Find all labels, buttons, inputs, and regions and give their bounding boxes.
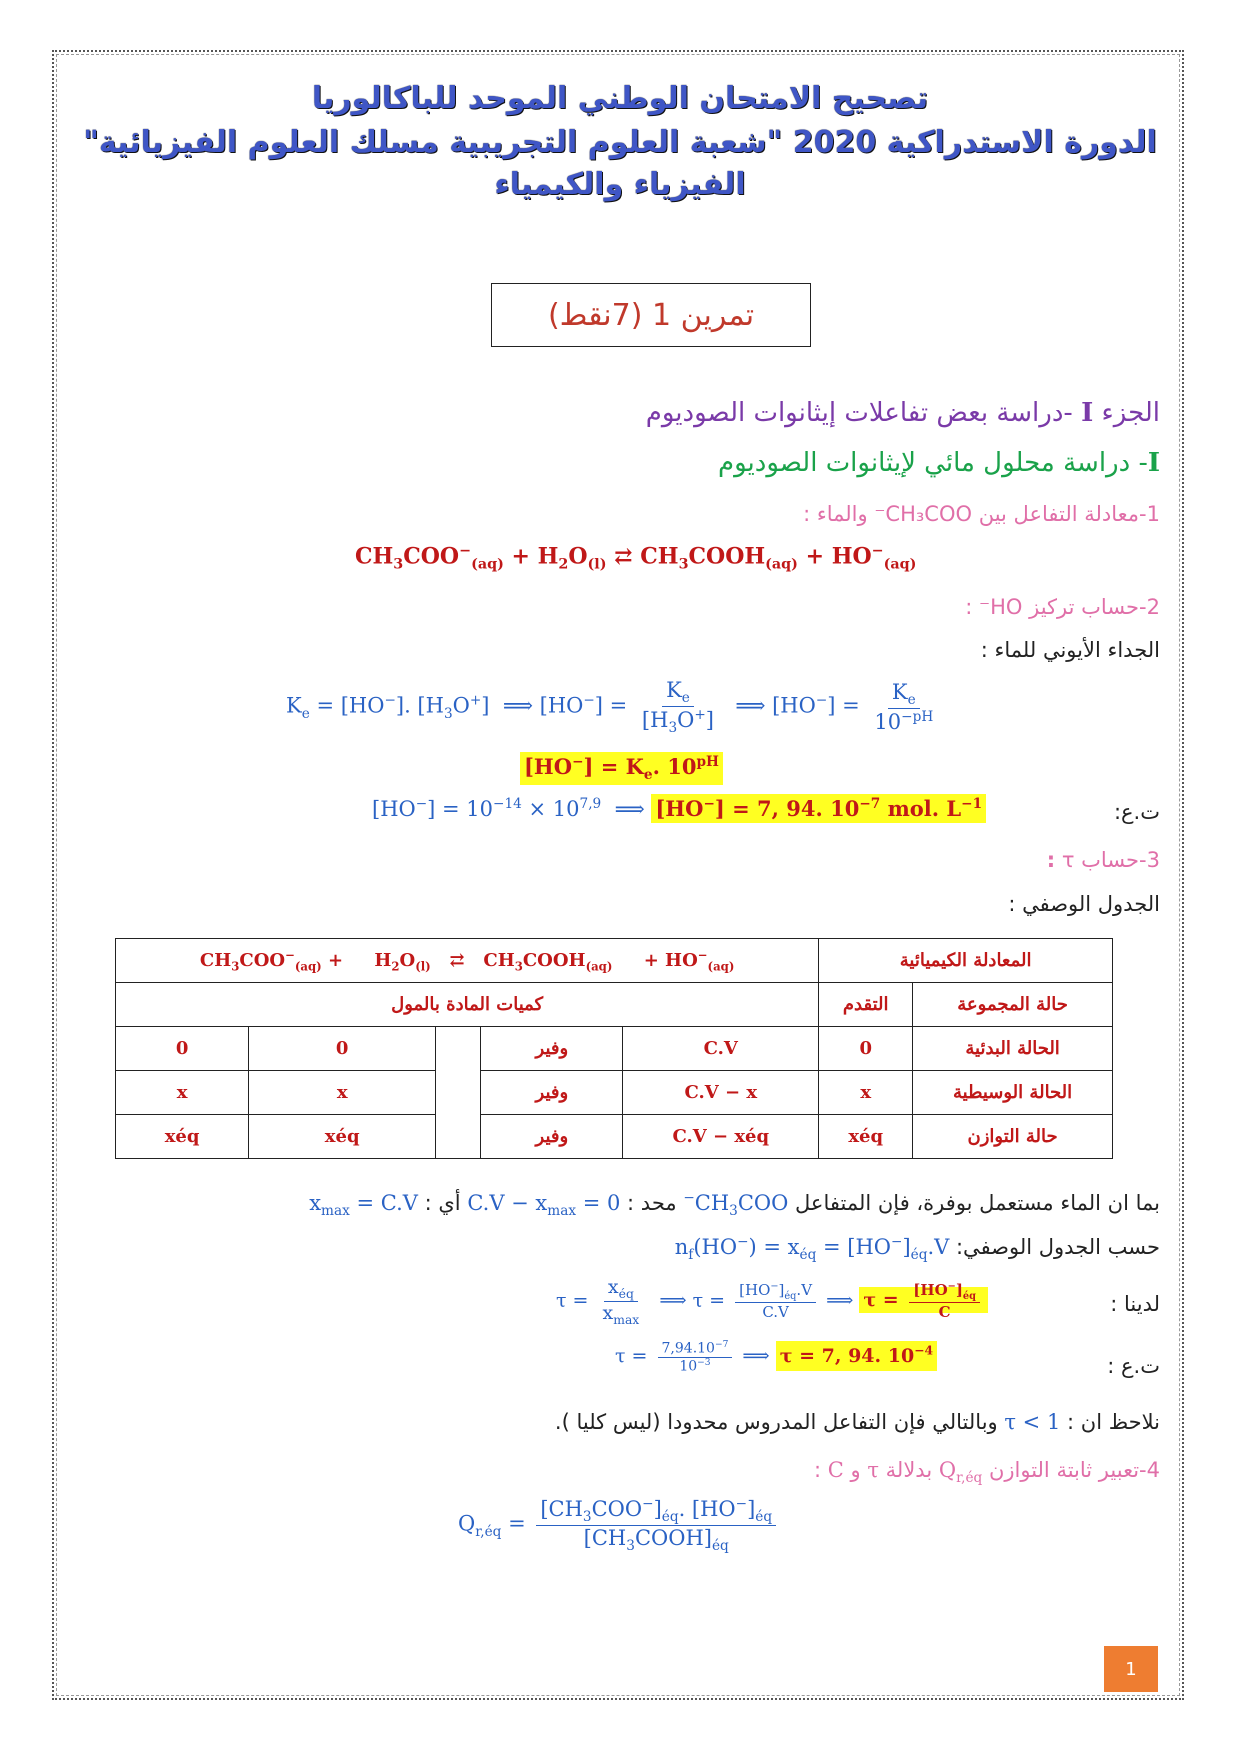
amount-cell: x [116, 1071, 249, 1115]
table-row [116, 1027, 1113, 1071]
advance-cell: xéq [819, 1115, 913, 1159]
ho-numeric: $[HO^-] = 10^{-14} \times 10^{7,9}$ ⟹ [HO−] = 7, 94. $10^{-7}$ mol. $L^{-1}$ [372, 796, 986, 821]
limiting-reagent-line: بما ان الماء مستعمل بوفرة، فإن المتفاعل $CH_3COO^-$ محد : $C.V - x_{max} = 0$ أي : $x_{max} = C.V$ [309, 1190, 1160, 1220]
amount-cell: C.V − xéq [623, 1115, 819, 1159]
amounts-header: كميات المادة بالمول [116, 983, 819, 1027]
water-cell: وفير [481, 1115, 623, 1159]
amount-cell: C.V − x [623, 1071, 819, 1115]
numeric-label-1: ت.ع: [1113, 800, 1160, 824]
eq-cell: $CH_3COO^-_{(aq)}$ + $H_2O_{(l)}$ ⇄ $CH_3COOH_{(aq)}$ + $HO^-_{(aq)}$ [116, 939, 819, 983]
header-line3: الفيزياء والكيمياء [494, 167, 746, 202]
table-deduction-line: حسب الجدول الوصفي: $n_f(HO^-) = x_{éq} = [HO^-]_{éq}.V$ [674, 1234, 1160, 1264]
numeric-label-2: ت.ع : [1107, 1354, 1160, 1378]
state-cell: الحالة البدئية [913, 1027, 1113, 1071]
page-number: 1 [1104, 1646, 1158, 1692]
header-line2: الدورة الاستدراكية 2020 "شعبة العلوم التجريبية مسلك العلوم الفيزيائية" [83, 125, 1157, 160]
table-label: الجدول الوصفي : [1008, 892, 1160, 916]
table-row [116, 939, 1113, 983]
header-line1: تصحيح الامتحان الوطني الموحد للباكالوريا [311, 81, 929, 116]
progress-table [115, 938, 1113, 1159]
ho-formula: $[HO^-] = K_e$. $10^{pH}$ [520, 752, 723, 785]
amount-cell: 0 [249, 1027, 436, 1071]
table-row [116, 1071, 1113, 1115]
question-2: 2-حساب تركيز HO⁻ : [965, 595, 1160, 619]
amount-cell: xéq [249, 1115, 436, 1159]
blank-cell [436, 1027, 481, 1159]
state-header: حالة المجموعة [913, 983, 1113, 1027]
tau-formula: τ = $\frac{x_{éq}}{x_{max}}$ ⟹ τ = $\frac{[HO^-]_{éq}.V}{C.V}$ ⟹ τ = $\frac{[HO^-]_{éq}}{C}$ [556, 1276, 988, 1327]
amount-cell: x [249, 1071, 436, 1115]
advance-header: التقدم [819, 983, 913, 1027]
amount-cell: xéq [116, 1115, 249, 1159]
note-line: نلاحظ ان : 1 > τ وبالتالي فإن التفاعل المدروس محدودا (ليس كليا ). [554, 1410, 1160, 1434]
exercise-title: تمرين 1 (7نقط) [491, 283, 811, 347]
reaction-equation: $CH_3COO^-_{(aq)} + H_2O_{(l)}$ ⇄ $CH_3COOH_{(aq)} + HO^-_{(aq)}$ [355, 543, 917, 573]
eq-header: المعادلة الكيميائية [819, 939, 1113, 983]
table-row [116, 1115, 1113, 1159]
amount-cell: 0 [116, 1027, 249, 1071]
question-3: 3-حساب τ : [1046, 848, 1160, 872]
question-1: 1-معادلة التفاعل بين CH₃COO⁻ والماء : [803, 502, 1160, 526]
ionic-product-equation: $K_e = [HO^-]$. $[H_3O^+]$ ⟹ [HO−] = $\frac{K_e}{[H_3O^+]}$ ⟹ [HO−] = $\frac{K_e}{10^{-pH}}$ [286, 678, 934, 737]
part-heading: الجزء I -دراسة بعض تفاعلات إيثانوات الصوديوم [645, 398, 1160, 428]
water-cell: وفير [481, 1071, 623, 1115]
advance-cell: 0 [819, 1027, 913, 1071]
equilibrium-constant-formula: $Q_{r,éq}$ = $\frac{[CH_3COO^-]_{éq}. [HO^-]_{éq}}{[CH_3COOH]_{éq}}$ [458, 1496, 780, 1554]
tau-numeric: τ = $\frac{7,94.10^{-7}}{10^{-3}}$ ⟹ τ = 7, 94. $10^{-4}$ [615, 1340, 937, 1374]
table-row [116, 983, 1113, 1027]
question-4: 4-تعبير ثابتة التوازن $Q_{r,éq}$ بدلالة τ و C : [813, 1458, 1160, 1487]
state-cell: الحالة الوسيطية [913, 1071, 1113, 1115]
amount-cell: C.V [623, 1027, 819, 1071]
state-cell: حالة التوازن [913, 1115, 1113, 1159]
water-cell: وفير [481, 1027, 623, 1071]
we-have-label: لدينا : [1110, 1292, 1160, 1316]
advance-cell: x [819, 1071, 913, 1115]
ionic-product-label: الجداء الأيوني للماء : [980, 638, 1160, 662]
section-heading: I- دراسة محلول مائي لإيثانوات الصوديوم [717, 448, 1160, 478]
